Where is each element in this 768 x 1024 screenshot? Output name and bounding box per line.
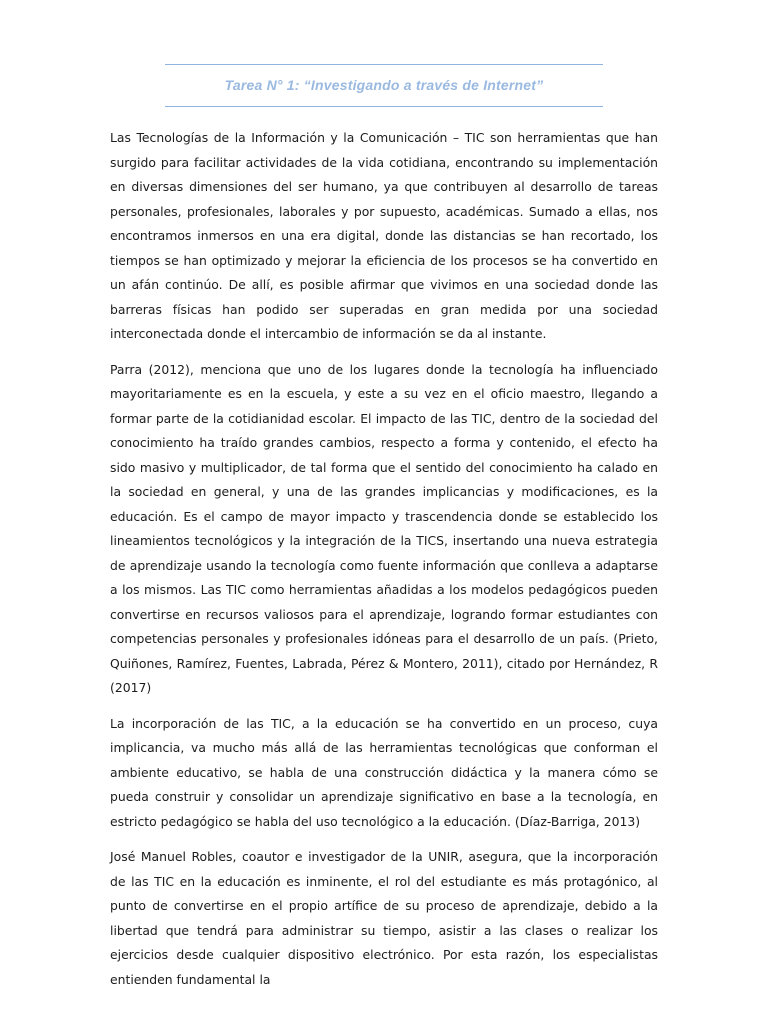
title-block bbox=[165, 64, 603, 108]
document-title: Tarea N° 1: “Investigando a través de Internet” bbox=[224, 77, 544, 93]
document-body bbox=[110, 126, 658, 1003]
paragraph-4: José Manuel Robles, coautor e investigador de la UNIR, asegura, que la incorporación de las TIC en la educación es inminente, el rol del estudiante es más protagónico, al punto de convertirse en el propio artífice de su proceso de aprendizaje, debido a la libertad que tendrá para administrar su tiempo, asistir a las clases o realizar los ejercicios desde cualquier dispositivo electrónico. Por esta razón, los especialistas entienden fundamental la bbox=[110, 849, 658, 987]
paragraph-3: La incorporación de las TIC, a la educación se ha convertido en un proceso, cuya implicancia, va mucho más allá de las herramientas tecnológicas que conforman el ambiente educativo, se habla de una construcción didáctica y la manera cómo se pueda construir y consolidar un aprendizaje significativo en base a la tecnología, en estricto pedagógico se habla del uso tecnológico a la educación. (Díaz-Barriga, 2013) bbox=[110, 715, 658, 829]
title-bottom-rule bbox=[165, 106, 603, 107]
paragraph-1: Las Tecnologías de la Información y la Comunicación – TIC son herramientas que han surgido para facilitar actividades de la vida cotidiana, encontrando su implementación en diversas dimensiones del ser humano, ya que contribuyen al desarrollo de tareas personales, profesionales, laborales y por supuesto, académicas. Sumado a ellas, nos encontramos inmersos en una era digital, donde las distancias se han recortado, los tiempos se han optimizado y mejorar la eficiencia de los procesos se ha convertido en un afán continúo. De allí, es posible afirmar que vivimos en una sociedad donde las barreras físicas han podido ser superadas en gran medida por una sociedad interconectada donde el intercambio de información se da al instante. bbox=[110, 130, 658, 341]
paragraph-2: Parra (2012), menciona que uno de los lugares donde la tecnología ha influenciado mayoritariamente es en la escuela, y este a su vez en el oficio maestro, llegando a formar parte de la cotidianidad escolar. El impacto de las TIC, dentro de la sociedad del conocimiento ha traído grandes cambios, respecto a forma y contenido, el efecto ha sido masivo y multiplicador, de tal forma que el sentido del conocimiento ha calado en la sociedad en general, y una de las grandes implicancias y modificaciones, es la educación. Es el campo de mayor impacto y trascendencia donde se establecido los lineamientos tecnológicos y la integración de la TICS, insertando una nueva estrategia de aprendizaje usando la tecnología como fuente información que conlleva a adaptarse a los mismos. Las TIC como herramientas añadidas a los modelos pedagógicos pueden convertirse en recursos valiosos para el aprendizaje, logrando formar estudiantes con competencias personales y profesionales idóneas para el desarrollo de un país. (Prieto, Quiñones, Ramírez, Fuentes, Labrada, Pérez & Montero, 2011), citado por Hernández, R (2017) bbox=[110, 361, 658, 695]
title-top-rule bbox=[165, 64, 603, 65]
